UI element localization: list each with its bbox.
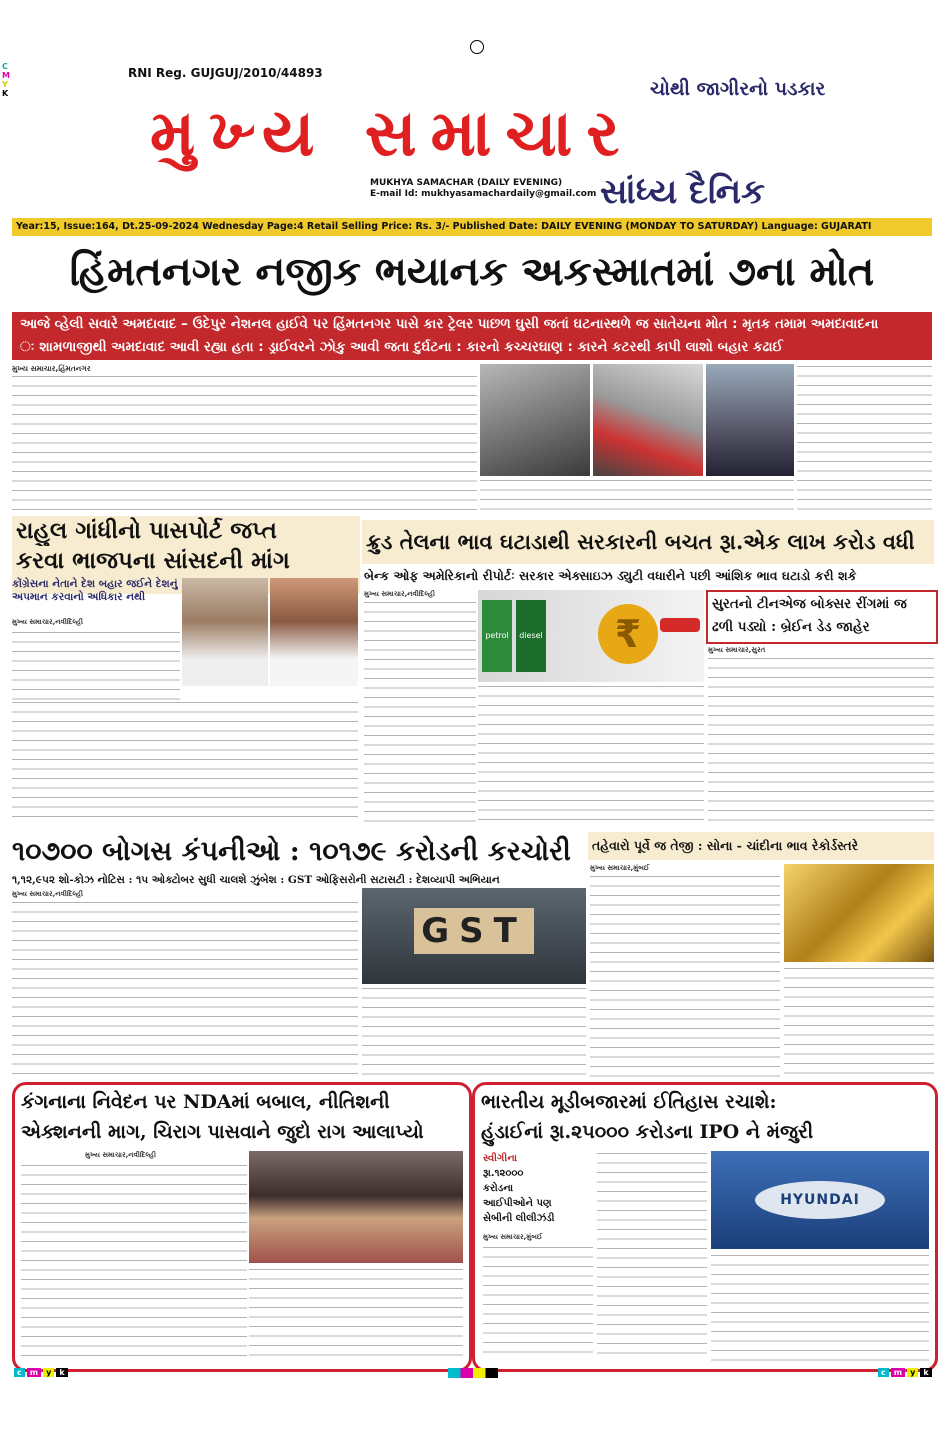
- kangana-byline: મુખ્ય સમાચાર,નવીદિલ્હી: [85, 1151, 156, 1159]
- kangana-body-right: [249, 1267, 463, 1361]
- ipo-callout: [483, 1151, 583, 1226]
- edition-type: સાંધ્ય દૈનિક: [600, 172, 766, 212]
- oil-photo: [478, 590, 704, 682]
- ipo-body-left: [483, 1245, 593, 1361]
- lead-body: [12, 364, 477, 510]
- lead-photo-1: [480, 364, 590, 476]
- rahul-body-left: [12, 630, 180, 700]
- fuel-nozzle-icon: [660, 618, 700, 632]
- lead-body-text: [12, 374, 477, 510]
- kangana-headline-2: એક્શનની માગ, ચિરાગ પાસવાને જુદો રાગ આલાપ્યો: [21, 1121, 424, 1143]
- edge-mark-y: Y: [2, 80, 8, 89]
- gst-body-left: [12, 900, 358, 1078]
- lead-photo-2: [593, 364, 703, 476]
- color-bar-center: [448, 1368, 498, 1378]
- hyundai-photo: [711, 1151, 929, 1249]
- rahul-subhead: કોંગ્રેસના નેતાને દેશ બહાર જઈને દેશનું અપમાન કરવાનો અધિકાર નથી: [12, 578, 178, 603]
- diesel-pump-icon: diesel: [516, 600, 546, 672]
- rupee-icon: ₹: [598, 604, 658, 664]
- masthead-title: મુખ્ય સમાચાર: [150, 96, 634, 171]
- lead-deck: [12, 312, 932, 360]
- cmyk-m: m: [27, 1368, 41, 1377]
- gold-headline: તહેવારો પૂર્વે જ તેજી : સોના - ચાંદીના ભાવ રેકોર્ડસ્તરે: [592, 838, 859, 853]
- lead-byline: મુખ્ય સમાચાર,હિંમતનગર: [12, 364, 91, 373]
- edge-mark-m: M: [2, 71, 10, 80]
- gold-body-right: [784, 966, 934, 1078]
- rahul-photo-2: [270, 578, 358, 686]
- ipo-callout-line-5: સેબીની લીલીઝંડી: [483, 1213, 555, 1224]
- oil-subhead: બેન્ક ઓફ અમેરિકાનો રીપોર્ટઃ સરકાર એક્સાઇઝ ડ્યુટી વધારીને પછી આંશિક ભાવ ઘટાડો કરી શકે: [364, 568, 857, 583]
- lead-body-right: [797, 364, 932, 510]
- edge-mark-c: C: [2, 62, 8, 71]
- boxer-body: [708, 656, 934, 828]
- oil-byline: મુખ્ય સમાચાર,નવીદિલ્હી: [364, 590, 435, 598]
- english-name: MUKHYA SAMACHAR (DAILY EVENING): [370, 178, 563, 188]
- lead-headline: હિંમતનગર નજીક ભયાનક અકસ્માતમાં ૭ના મોત: [69, 248, 875, 295]
- oil-body-mid: [478, 684, 704, 828]
- ipo-body-right: [711, 1253, 929, 1361]
- lead-photo-3: [706, 364, 794, 476]
- cmyk-m-right: m: [891, 1368, 905, 1377]
- oil-headline-box: [362, 520, 934, 564]
- ipo-callout-line-2: રૂા.૧૨૦૦૦: [483, 1168, 524, 1179]
- ipo-headline-2: હુંડાઈનાં રૂા.૨૫૦૦૦ કરોડના IPO ને મંજુરી: [481, 1121, 814, 1143]
- gst-headline: ૧૦૭૦૦ બોગસ કંપનીઓ : ૧૦૧૭૯ કરોડની કરચોરી: [12, 836, 571, 867]
- ipo-box: [472, 1082, 938, 1372]
- gst-body-right: [362, 986, 586, 1078]
- oil-headline: ક્રુડ તેલના ભાવ ઘટાડાથી સરકારની બચત રૂા.એક લાખ કરોડ વધી: [366, 529, 915, 554]
- ipo-byline: મુખ્ય સમાચાર,મુંબઈ: [483, 1233, 543, 1241]
- rahul-headline-1: રાહુલ ગાંધીનો પાસપોર્ટ જપ્ત: [16, 517, 277, 544]
- cmyk-bar-left: [14, 1368, 68, 1377]
- cmyk-c: c: [14, 1368, 25, 1377]
- rahul-headline-2: કરવા ભાજપના સાંસદની માંગ: [16, 547, 290, 574]
- cmyk-bar-right: [878, 1368, 932, 1377]
- kangana-photo: [249, 1151, 463, 1263]
- boxer-byline: મુખ્ય સમાચાર,સુરત: [708, 646, 766, 654]
- cmyk-k-right: k: [920, 1368, 931, 1377]
- cmyk-y-right: y: [907, 1368, 918, 1377]
- kangana-headline-1: કંગનાના નિવેદન પર NDAમાં બબાલ, નીતિશની: [21, 1091, 390, 1113]
- lead-photo-captions: [480, 478, 794, 510]
- gst-byline: મુખ્ય સમાચાર,નવીદિલ્હી: [12, 890, 83, 898]
- edge-mark-k: K: [2, 89, 9, 98]
- ipo-callout-line-1: સ્વીગીના: [483, 1153, 518, 1164]
- ipo-body-mid: [597, 1151, 707, 1361]
- kangana-body-left: [21, 1163, 247, 1361]
- lead-deck-line-2: ઃ શામળાજીથી અમદાવાદ આવી રહ્યા હતા : ડ્રાઈવરને ઝોકુ આવી જતા દુર્ઘટના : કારનો કચ્ચરઘાણ : કારને કટરથી કાપી લાશો બહાર કઢાઈ: [20, 339, 783, 355]
- cmyk-c-right: c: [878, 1368, 889, 1377]
- registration-mark: [470, 40, 484, 54]
- cmyk-y: y: [43, 1368, 54, 1377]
- masthead-subtitle: [370, 178, 596, 200]
- gst-subhead: ૧,૧૨,૯૫૨ શો-કોઝ નોટિસ : ૧૫ ઓક્ટોબર સુધી ચાલશે ઝુંબેશ : GST ઓફિસરોની સટાસટી : દેશવ્યાપી અભિયાન: [12, 874, 500, 886]
- gst-photo: [362, 888, 586, 984]
- ipo-headline-1: ભારતીય મૂડીબજારમાં ઈતિહાસ રચાશે:: [481, 1091, 777, 1113]
- registration-number: RNI Reg. GUJGUJ/2010/44893: [128, 66, 323, 80]
- rahul-body: [12, 700, 358, 822]
- oil-body-left: [364, 600, 476, 828]
- tagline: ચોથી જાગીરનો પડકાર: [650, 78, 826, 100]
- email: E-mail Id: mukhyasamachardaily@gmail.com: [370, 189, 597, 199]
- info-bar: Year:15, Issue:164, Dt.25-09-2024 Wednesday Page:4 Retail Selling Price: Rs. 3/- Published Date: DAILY EVENING (MONDAY TO SATURDAY) Language: GUJARATI: [12, 218, 932, 236]
- lead-deck-line-1: આજે વ્હેલી સવારે અમદાવાદ – ઉદેપુર નેશનલ હાઈવે પર હિંમતનગર પાસે કાર ટ્રેલર પાછળ ઘુસી જતાં ઘટનાસ્થળે જ સાતેયના મોત : મૃતક તમામ અમદાવાદના: [20, 316, 879, 332]
- rahul-byline: મુખ્ય સમાચાર,નવીદિલ્હી: [12, 618, 83, 626]
- gold-byline: મુખ્ય સમાચાર,મુંબઈ: [590, 864, 650, 872]
- ipo-callout-line-4: આઈપીઓને પણ: [483, 1198, 552, 1209]
- cmyk-k: k: [56, 1368, 67, 1377]
- cmyk-edge-marks: [2, 62, 10, 98]
- hyundai-logo: HYUNDAI: [755, 1181, 885, 1219]
- gst-blocks: GST: [414, 908, 534, 954]
- rahul-photo-1: [182, 578, 268, 686]
- gold-photo: [784, 864, 934, 962]
- gold-headline-box: [588, 832, 934, 860]
- boxer-headline: સુરતનો ટીનએજ બોક્સર રીંગમાં જ ઢળી પડ્યો : બ્રેઈન ડેડ જાહેર: [712, 596, 907, 635]
- ipo-callout-line-3: કરોડના: [483, 1183, 514, 1194]
- gold-body-left: [590, 874, 780, 1078]
- kangana-box: [12, 1082, 472, 1372]
- boxer-headline-box: [706, 590, 938, 644]
- petrol-pump-icon: petrol: [482, 600, 512, 672]
